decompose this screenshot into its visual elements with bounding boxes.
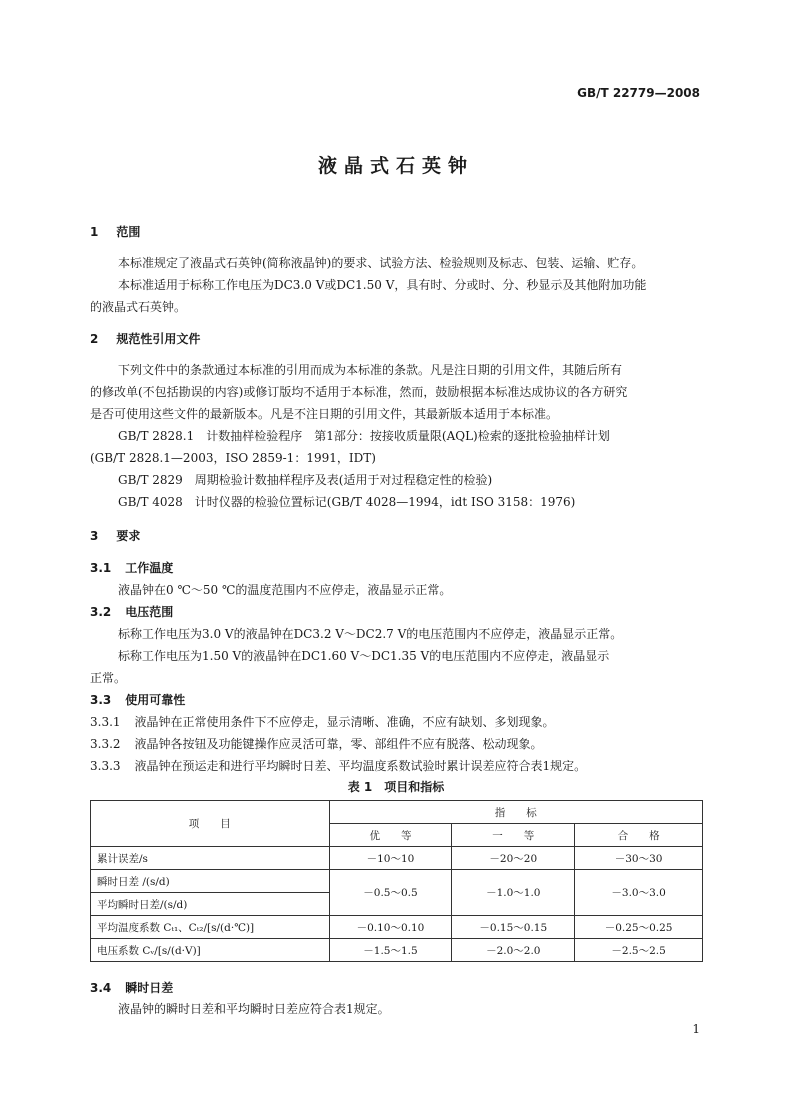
reference-item: GB/T 2828.1 计数抽样检验程序 第1部分：按接收质量限(AQL)检索的逐批检验抽样计划 xyxy=(118,429,610,443)
grade-cell: 合 格 xyxy=(575,824,703,847)
value-cell: －10～10 xyxy=(329,847,452,870)
clause-text: 液晶钟各按钮及功能键操作应灵活可靠，零、部组件不应有脱落、松动现象。 xyxy=(134,737,543,751)
value-cell: －0.5～0.5 xyxy=(329,870,452,916)
paragraph: 是否可使用这些文件的最新版本。凡是不注日期的引用文件，其最新版本适用于本标准。 xyxy=(90,407,559,421)
table-row xyxy=(91,870,703,893)
section-title: 范围 xyxy=(116,225,141,239)
paragraph: 下列文件中的条款通过本标准的引用而成为本标准的条款。凡是注日期的引用文件，其随后所有 xyxy=(118,363,623,377)
value-cell: －30～30 xyxy=(575,847,703,870)
section-2-heading xyxy=(90,330,200,347)
standard-code: GB/T 22779—2008 xyxy=(577,86,700,100)
table-row xyxy=(91,847,703,870)
row-label: 平均温度系数 Cₜ₁、Cₜ₂/[s/(d·℃)] xyxy=(91,916,330,939)
paragraph: 液晶钟的瞬时日差和平均瞬时日差应符合表1规定。 xyxy=(118,1002,390,1016)
section-number: 3.3 xyxy=(90,693,112,707)
value-cell: －2.5～2.5 xyxy=(575,939,703,962)
clause-3-3-3 xyxy=(90,755,586,777)
paragraph: 液晶钟在0 ℃～50 ℃的温度范围内不应停走，液晶显示正常。 xyxy=(118,583,452,597)
section-number: 1 xyxy=(90,225,99,239)
reference-item: GB/T 2829 周期检验计数抽样程序及表(适用于对过程稳定性的检验) xyxy=(118,473,493,487)
section-number: 3 xyxy=(90,529,99,543)
spec-table xyxy=(90,800,703,962)
paragraph: 标称工作电压为1.50 V的液晶钟在DC1.60 V～DC1.35 V的电压范围内不应停走，液晶显示 xyxy=(118,649,610,663)
header-item-cell: 项 目 xyxy=(91,801,330,847)
clause-3-3-2 xyxy=(90,733,543,755)
reference-item: (GB/T 2828.1—2003，ISO 2859-1：1991，IDT) xyxy=(90,451,376,465)
section-3-4-heading xyxy=(90,979,173,996)
row-label: 瞬时日差 /(s/d) xyxy=(91,870,330,893)
section-title: 工作温度 xyxy=(125,561,174,575)
grade-cell: 优 等 xyxy=(329,824,452,847)
table-row xyxy=(91,916,703,939)
row-label: 平均瞬时日差/(s/d) xyxy=(91,893,330,916)
document-title: 液晶式石英钟 xyxy=(317,155,474,177)
clause-text: 液晶钟在预运走和进行平均瞬时日差、平均温度系数试验时累计误差应符合表1规定。 xyxy=(134,759,587,773)
table-caption: 表 1 项目和指标 xyxy=(347,780,445,794)
section-number: 3.2 xyxy=(90,605,112,619)
value-cell: －0.25～0.25 xyxy=(575,916,703,939)
section-1-heading xyxy=(90,223,140,240)
table-row xyxy=(91,939,703,962)
section-title: 瞬时日差 xyxy=(125,981,174,995)
section-title: 要求 xyxy=(116,529,141,543)
section-number: 3.4 xyxy=(90,981,112,995)
section-title: 电压范围 xyxy=(125,605,174,619)
value-cell: －1.5～1.5 xyxy=(329,939,452,962)
value-cell: －3.0～3.0 xyxy=(575,870,703,916)
section-3-3-heading xyxy=(90,691,185,708)
paragraph: 标称工作电压为3.0 V的液晶钟在DC3.2 V～DC2.7 V的电压范围内不应停走，液晶显示正常。 xyxy=(118,627,623,641)
paragraph: 的液晶式石英钟。 xyxy=(90,300,187,314)
paragraph: 本标准适用于标称工作电压为DC3.0 V或DC1.50 V，具有时、分或时、分、秒显示及其他附加功能 xyxy=(118,278,647,292)
clause-number: 3.3.2 xyxy=(90,737,121,751)
clause-3-3-1 xyxy=(90,711,555,733)
section-3-heading xyxy=(90,527,140,544)
paragraph: 的修改单(不包括勘误的内容)或修订版均不适用于本标准，然而，鼓励根据本标准达成协议的各方研究 xyxy=(90,385,628,399)
paragraph: 正常。 xyxy=(90,671,127,685)
value-cell: －1.0～1.0 xyxy=(452,870,575,916)
value-cell: －2.0～2.0 xyxy=(452,939,575,962)
reference-item: GB/T 4028 计时仪器的检验位置标记(GB/T 4028—1994，idt ISO 3158：1976) xyxy=(118,495,576,509)
value-cell: －0.10～0.10 xyxy=(329,916,452,939)
clause-text: 液晶钟在正常使用条件下不应停走，显示清晰、准确，不应有缺划、多划现象。 xyxy=(134,715,555,729)
row-label: 累计误差/s xyxy=(91,847,330,870)
section-3-1-heading xyxy=(90,559,173,576)
row-label: 电压系数 Cᵥ/[s/(d·V)] xyxy=(91,939,330,962)
table-header-row xyxy=(91,801,703,824)
clause-number: 3.3.3 xyxy=(90,759,121,773)
section-title: 规范性引用文件 xyxy=(116,332,201,346)
clause-number: 3.3.1 xyxy=(90,715,121,729)
paragraph: 本标准规定了液晶式石英钟(简称液晶钟)的要求、试验方法、检验规则及标志、包装、运输、贮存。 xyxy=(118,256,644,270)
section-3-2-heading xyxy=(90,603,173,620)
header-index-cell: 指 标 xyxy=(329,801,702,824)
grade-cell: 一 等 xyxy=(452,824,575,847)
page-number: 1 xyxy=(692,1022,700,1036)
section-number: 2 xyxy=(90,332,99,346)
value-cell: －20～20 xyxy=(452,847,575,870)
value-cell: －0.15～0.15 xyxy=(452,916,575,939)
section-title: 使用可靠性 xyxy=(125,693,186,707)
section-number: 3.1 xyxy=(90,561,112,575)
